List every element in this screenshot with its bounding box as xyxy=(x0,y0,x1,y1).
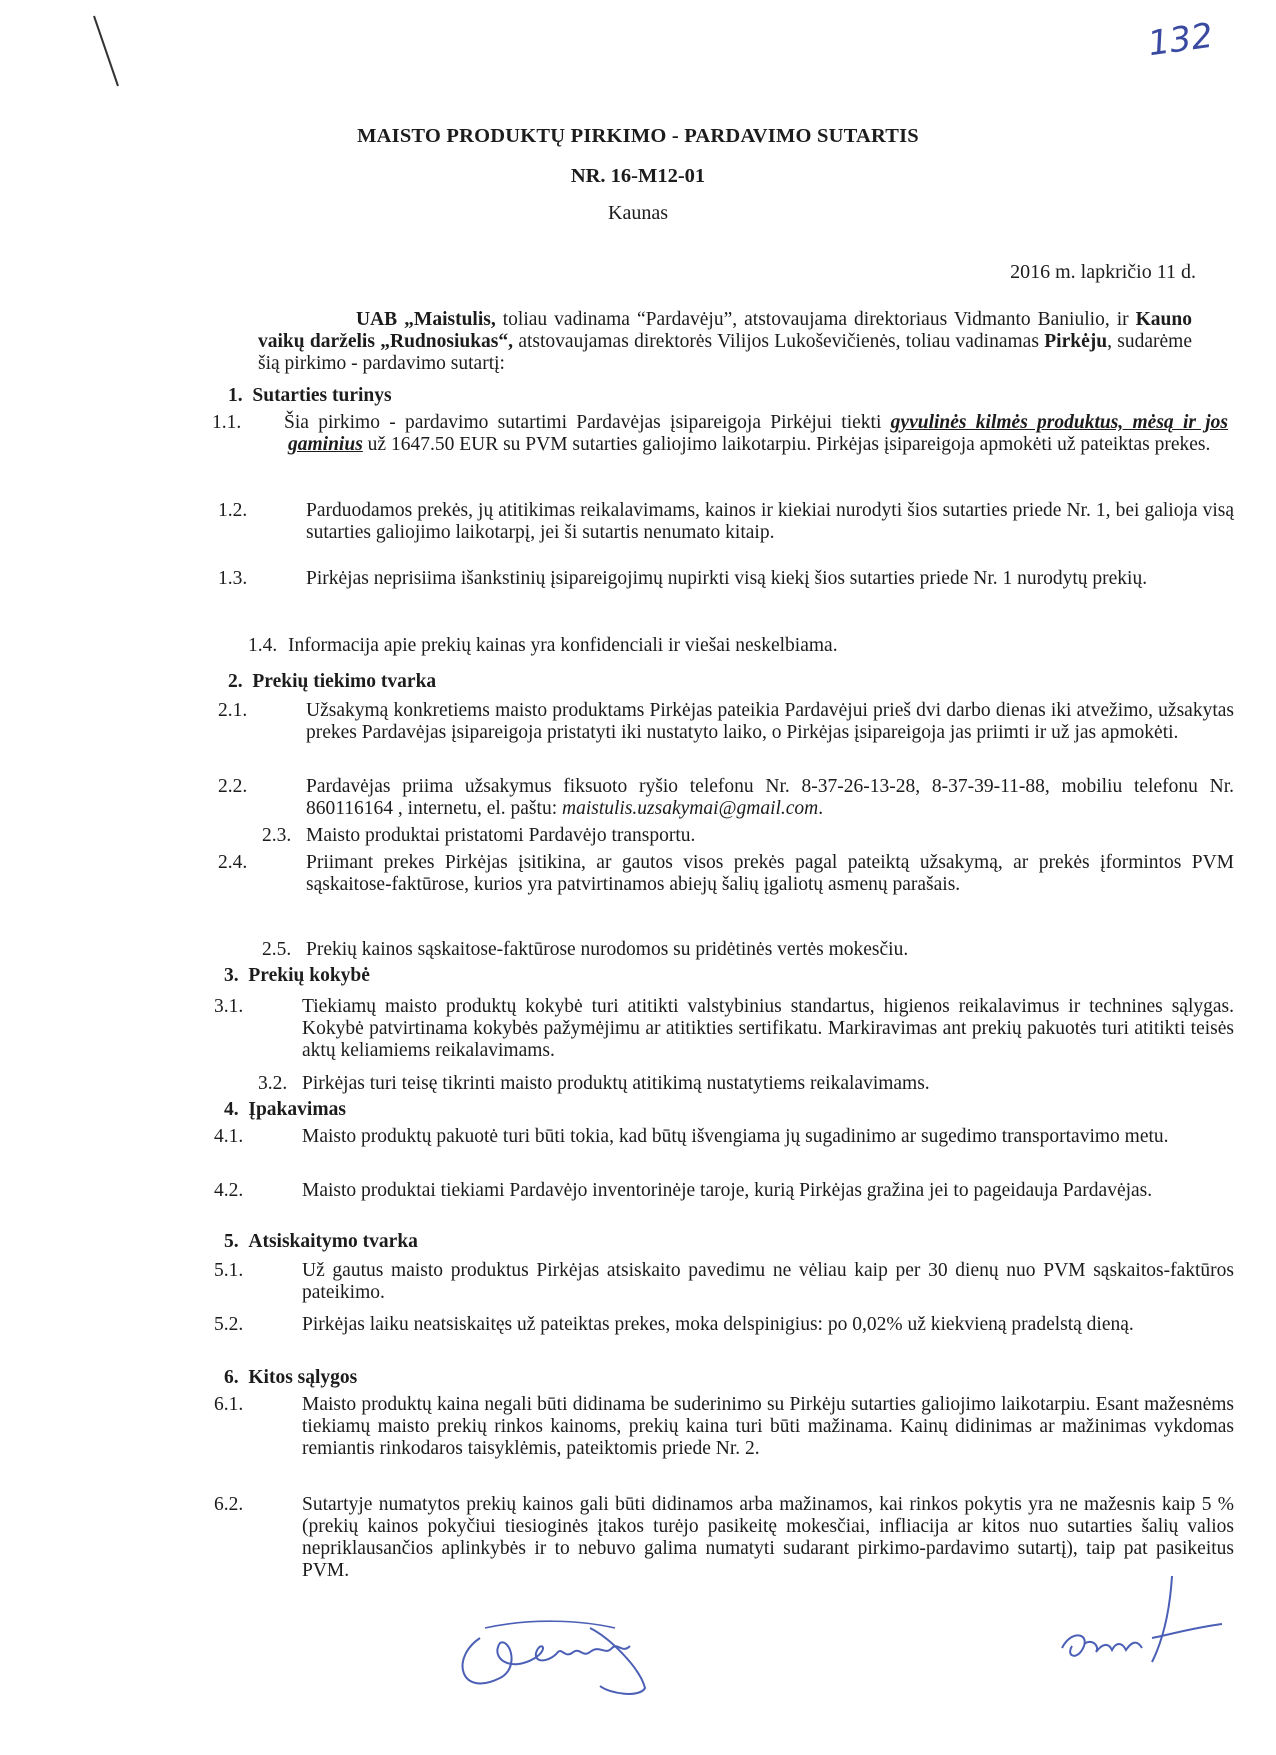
seller-name: UAB „Maistulis, xyxy=(356,309,496,330)
clause-number: 1.1. xyxy=(212,412,242,433)
clause-2-3 xyxy=(262,826,1190,846)
clause-1-2 xyxy=(218,500,1234,544)
section-3-heading xyxy=(224,966,370,986)
clause-5-1 xyxy=(214,1260,1234,1304)
clause-number: 1.3. xyxy=(218,568,248,589)
clause-2-2 xyxy=(218,776,1234,820)
contract-date: 2016 m. lapkričio 11 d. xyxy=(1010,261,1196,283)
clause-text: Sutartyje numatytos prekių kainos gali būti didinamos arba mažinamos, kai rinkos pokytis yra ne mažesnis kaip 5 % (prekių kainos pokyčiui tiesioginės įtakos turėjo pasikeitę mokesčiai, infliacija ar kitos nuo sutarties šalių valios nepriklausančios aplinkybės ir to nebuvo galima numatyti sudarant pirkimo-pardavimo sutartį), taip pat pasikeitus PVM. xyxy=(302,1494,1234,1581)
clause-3-2 xyxy=(258,1074,1190,1094)
clause-2-5 xyxy=(262,940,1190,960)
clause-4-1 xyxy=(214,1126,1234,1148)
clause-number: 2.4. xyxy=(218,852,248,873)
clause-emphasis: gyvulinės kilmės produktus, mėsą ir jos gaminius xyxy=(288,412,1228,455)
section-number: 1. xyxy=(228,385,243,406)
seller-signature xyxy=(1052,1568,1232,1678)
clause-6-1 xyxy=(214,1394,1234,1460)
clause-number: 2.1. xyxy=(218,700,248,721)
section-title: Prekių kokybė xyxy=(248,965,370,986)
clause-text: Maisto produktai tiekiami Pardavėjo inventorinėje taroje, kurią Pirkėjas gražina jei to pageidauja Pardavėjas. xyxy=(302,1180,1153,1201)
clause-text: Tiekiamų maisto produktų kokybė turi atitikti valstybinius standartus, higienos reikalavimus ir technines sąlygas. Kokybė patvirtinama kokybės pažymėjimu ar atitikties sertifikatu. Markiravimas ant prekių pakuotės turi atitikti teisės aktų keliamiems reikalavimams. xyxy=(302,996,1234,1061)
intro-tail: , sudarėme šią pirkimo - pardavimo sutartį: xyxy=(258,331,1192,374)
section-title: Prekių tiekimo tvarka xyxy=(252,671,437,692)
intro-paragraph xyxy=(258,309,1192,375)
contract-number: NR. 16-M12-01 xyxy=(570,165,706,187)
clause-5-2 xyxy=(214,1314,1234,1336)
clause-number: 2.5. xyxy=(262,939,292,960)
clause-number: 3.2. xyxy=(258,1073,288,1094)
clause-number: 6.2. xyxy=(214,1494,244,1515)
buyer-name: Kauno vaikų darželis „Rudnosiukas“, xyxy=(258,309,1192,352)
clause-1-1 xyxy=(212,412,1228,456)
clause-1-3 xyxy=(218,568,1234,590)
clause-4-2 xyxy=(214,1180,1234,1202)
clause-3-1 xyxy=(214,996,1234,1062)
margin-slash-mark xyxy=(86,12,126,92)
document-title: MAISTO PRODUKTŲ PIRKIMO - PARDAVIMO SUTARTIS xyxy=(357,125,919,147)
clause-text: Parduodamos prekės, jų atitikimas reikalavimams, kainos ir kiekiai nurodyti šios sutarties priede Nr. 1, bei galioja visą sutarties galiojimo laikotarpį, jei ši sutartis nenumato kitaip. xyxy=(306,500,1234,543)
buyer-short: Pirkėju xyxy=(1044,331,1108,352)
page-number-handwritten: 132 xyxy=(1145,15,1216,65)
clause-text: Užsakymą konkretiems maisto produktams Pirkėjas pateikia Pardavėjui prieš dvi darbo dienas iki atvežimo, užsakytas prekes Pardavėjas įsipareigoja pristatyti iki nustatyto laiko, o Pirkėjas įsipareigoja jas priimti ir už jas apmokėti. xyxy=(306,700,1234,743)
buyer-signature xyxy=(440,1598,690,1708)
clause-number: 4.1. xyxy=(214,1126,244,1147)
section-title: Įpakavimas xyxy=(248,1099,346,1120)
clause-number: 2.2. xyxy=(218,776,248,797)
clause-1-4 xyxy=(248,636,1188,656)
clause-number: 4.2. xyxy=(214,1180,244,1201)
section-number: 5. xyxy=(224,1231,239,1252)
seller-details: toliau vadinama “Pardavėju”, atstovaujama direktoriaus Vidmanto Baniulio, ir xyxy=(495,309,1136,330)
section-5-heading xyxy=(224,1232,418,1252)
section-number: 6. xyxy=(224,1367,239,1388)
section-2-heading xyxy=(228,672,436,692)
clause-text: Pirkėjas neprisiima išankstinių įsipareigojimų nupirkti visą kiekį šios sutarties priede Nr. 1 nurodytų prekių. xyxy=(306,568,1148,589)
clause-number: 5.1. xyxy=(214,1260,244,1281)
clause-number: 2.3. xyxy=(262,825,292,846)
clause-number: 5.2. xyxy=(214,1314,244,1335)
section-number: 3. xyxy=(224,965,239,986)
section-4-heading xyxy=(224,1100,346,1120)
clause-number: 1.2. xyxy=(218,500,248,521)
clause-text: Informacija apie prekių kainas yra konfidenciali ir viešai neskelbiama. xyxy=(288,635,838,656)
section-title: Atsiskaitymo tvarka xyxy=(248,1231,418,1252)
section-number: 4. xyxy=(224,1099,239,1120)
section-6-heading xyxy=(224,1368,357,1388)
section-title: Kitos sąlygos xyxy=(248,1367,358,1388)
clause-text: už 1647.50 EUR su PVM sutarties galiojimo laikotarpiu. Pirkėjas įsipareigoja apmokėti už pateiktas prekes. xyxy=(362,434,1211,455)
contract-city: Kaunas xyxy=(608,202,668,224)
clause-2-4 xyxy=(218,852,1234,896)
clause-text: Maisto produktų pakuotė turi būti tokia, kad būtų išvengiama jų sugadinimo ar sugedimo transportavimo metu. xyxy=(302,1126,1169,1147)
section-title: Sutarties turinys xyxy=(252,385,392,406)
clause-text: . xyxy=(818,798,824,819)
section-number: 2. xyxy=(228,671,243,692)
clause-text: Pardavėjas priima užsakymus fiksuoto ryšio telefonu Nr. 8-37-26-13-28, 8-37-39-11-88, mobiliu telefonu Nr. 860116164 , internetu, el. paštu: xyxy=(306,776,1234,819)
clause-text: Maisto produktai pristatomi Pardavėjo transportu. xyxy=(306,825,696,846)
section-1-heading xyxy=(228,386,392,406)
clause-text: Šia pirkimo - pardavimo sutartimi Pardavėjas įsipareigoja Pirkėjui tiekti xyxy=(284,412,891,433)
buyer-details: atstovaujamas direktorės Vilijos Lukoševičienės, toliau vadinamas xyxy=(513,331,1045,352)
clause-text: Prekių kainos sąskaitose-faktūrose nurodomos su pridėtinės vertės mokesčiu. xyxy=(306,939,909,960)
clause-text: Už gautus maisto produktus Pirkėjas atsiskaito pavedimu ne vėliau kaip per 30 dienų nuo PVM sąskaitos-faktūros pateikimo. xyxy=(302,1260,1234,1303)
clause-text: Maisto produktų kaina negali būti didinama be suderinimo su Pirkėju sutarties galiojimo laikotarpiu. Esant mažesnėms tiekiamų maisto prekių rinkos kainoms, prekių kaina turi būti mažinama. Kainų didinimas ar mažinimas vykdomas remiantis rinkodaros taisyklėmis, pateiktomis priede Nr. 2. xyxy=(302,1394,1234,1459)
clause-number: 6.1. xyxy=(214,1394,244,1415)
clause-text: Priimant prekes Pirkėjas įsitikina, ar gautos visos prekės pagal pateiktą užsakymą, ar prekės įformintos PVM sąskaitose-faktūrose, kurios yra patvirtinamos abiejų šalių įgaliotų asmenų parašais. xyxy=(306,852,1234,895)
clause-number: 3.1. xyxy=(214,996,244,1017)
clause-text: Pirkėjas laiku neatsiskaitęs už pateiktas prekes, moka delspinigius: po 0,02% už kiekvieną pradelstą dieną. xyxy=(302,1314,1134,1335)
clause-text: Pirkėjas turi teisę tikrinti maisto produktų atitikimą nustatytiems reikalavimams. xyxy=(302,1073,930,1094)
clause-2-1 xyxy=(218,700,1234,744)
email-address: maistulis.uzsakymai@gmail.com xyxy=(562,798,819,819)
clause-number: 1.4. xyxy=(248,635,278,656)
